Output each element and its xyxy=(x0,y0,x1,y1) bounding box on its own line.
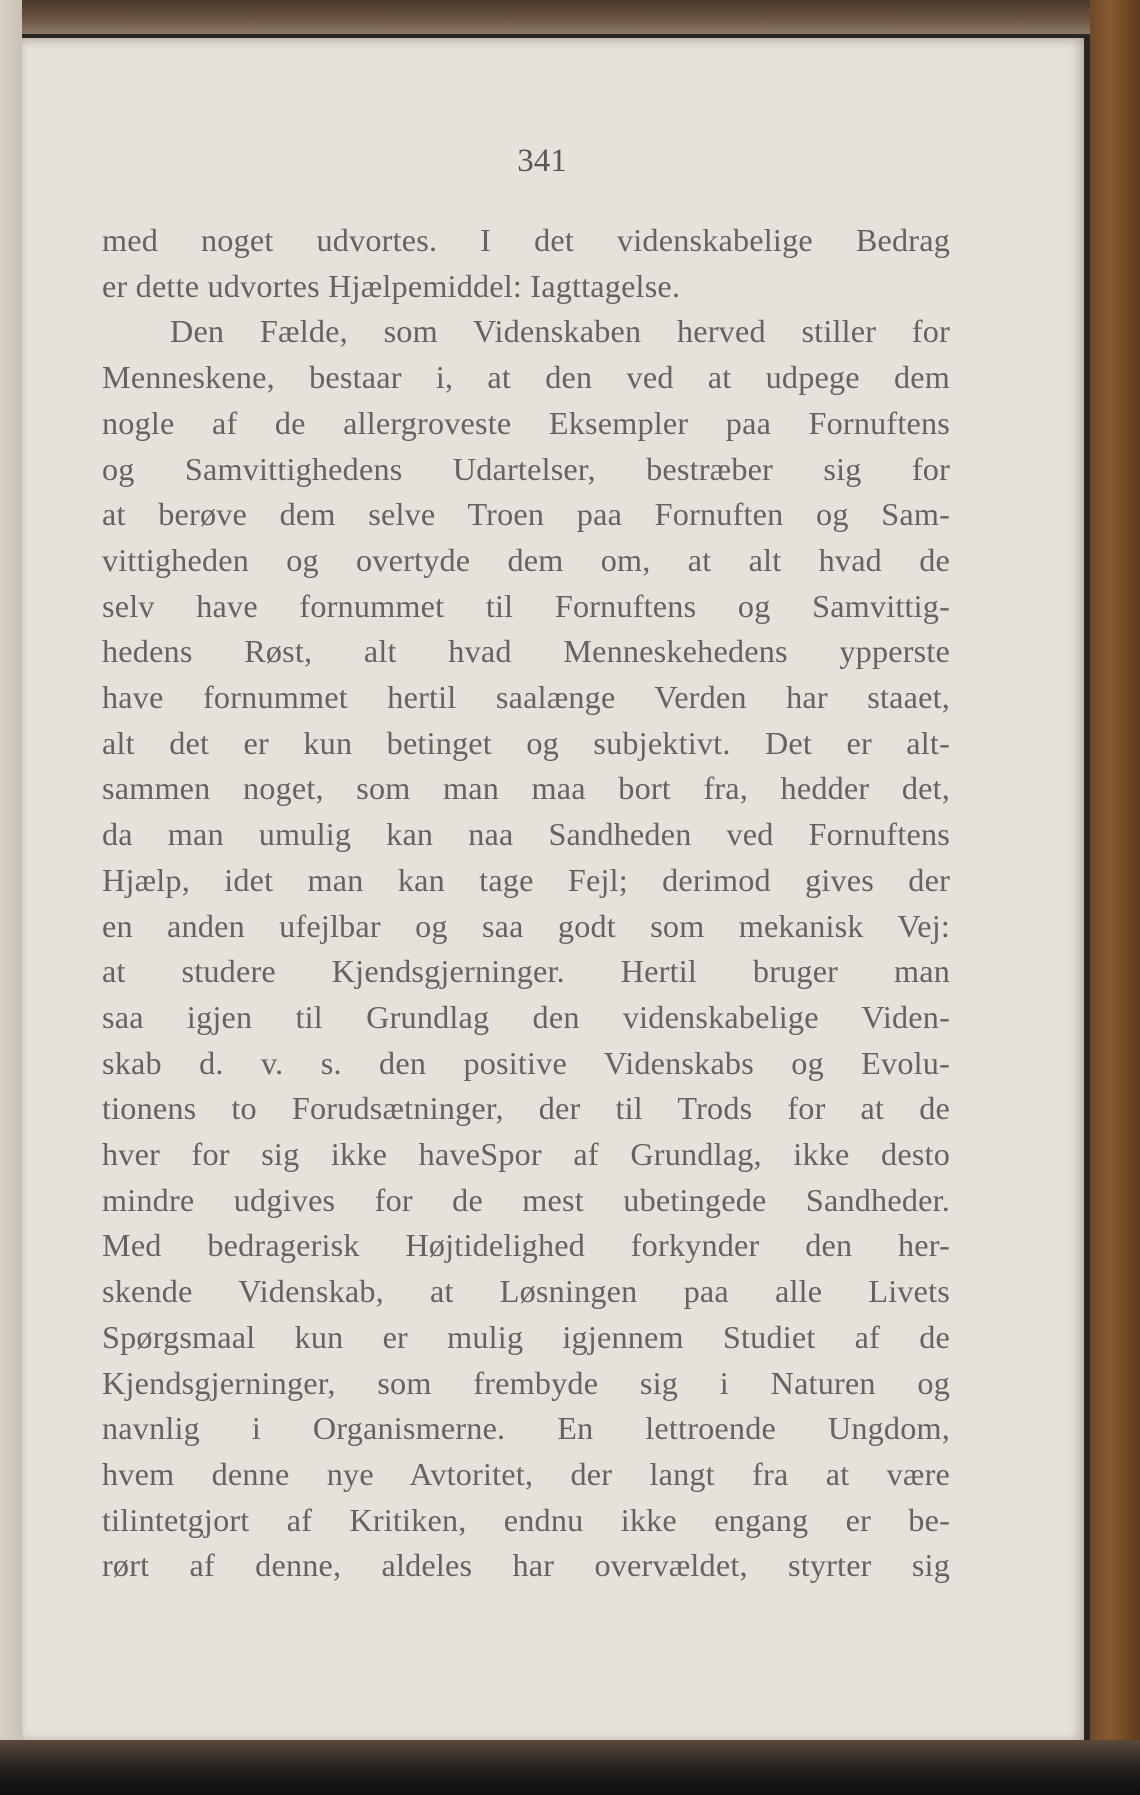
text-line: at berøve dem selve Troen paa Fornuften og Sam- xyxy=(102,496,950,533)
text-line: Den Fælde, som Videnskaben herved stiller for xyxy=(170,313,950,350)
text-line: Kjendsgjerninger, som frembyde sig i Naturen og xyxy=(102,1364,950,1401)
text-line: sammen noget, som man maa bort fra, hedder det, xyxy=(102,770,950,807)
text-line: hedens Røst, alt hvad Menneskehedens ypperste xyxy=(102,633,950,670)
text-line: tionens to Forudsætninger, der til Trods for at de xyxy=(102,1090,950,1127)
text-line: hvem denne nye Avtoritet, der langt fra at være xyxy=(102,1455,950,1492)
text-line: tilintetgjort af Kritiken, endnu ikke engang er be- xyxy=(102,1501,950,1538)
text-line: skende Videnskab, at Løsningen paa alle Livets xyxy=(102,1273,950,1310)
book-spine-edge xyxy=(1090,0,1140,1795)
text-line: saa igjen til Grundlag den videnskabelige Viden- xyxy=(102,998,950,1035)
text-line: at studere Kjendsgjerninger. Hertil bruger man xyxy=(102,953,950,990)
text-line: skab d. v. s. den positive Videnskabs og Evolu- xyxy=(102,1044,950,1081)
text-line: er dette udvortes Hjælpemiddel: Iagttagelse. xyxy=(102,267,681,304)
text-line: selv have fornummet til Fornuftens og Samvittig- xyxy=(102,587,950,624)
text-line: vittigheden og overtyde dem om, at alt hvad de xyxy=(102,541,950,578)
book-top-edge xyxy=(0,0,1140,34)
text-line: Spørgsmaal kun er mulig igjennem Studiet af de xyxy=(102,1318,950,1355)
book-left-edge xyxy=(0,0,22,1795)
text-line: med noget udvortes. I det videnskabelige Bedrag xyxy=(102,222,950,258)
book-bottom-edge xyxy=(0,1740,1140,1795)
text-line: Menneskene, bestaar i, at den ved at udpege dem xyxy=(102,359,950,396)
text-line: alt det er kun betinget og subjektivt. Det er alt- xyxy=(102,724,950,761)
page-sheet xyxy=(22,38,1084,1740)
text-line: og Samvittighedens Udartelser, bestræber sig for xyxy=(102,450,950,487)
text-line: Med bedragerisk Højtidelighed forkynder den her- xyxy=(102,1227,950,1264)
text-line: mindre udgives for de mest ubetingede Sandheder. xyxy=(102,1181,950,1218)
page-number: 341 xyxy=(517,143,567,179)
text-line: nogle af de allergroveste Eksempler paa Fornuftens xyxy=(102,404,950,441)
text-line: en anden ufejlbar og saa godt som mekanisk Vej: xyxy=(102,907,950,944)
text-line: Hjælp, idet man kan tage Fejl; derimod gives der xyxy=(102,861,950,898)
text-line: rørt af denne, aldeles har overvældet, styrter sig xyxy=(102,1547,950,1584)
text-line: da man umulig kan naa Sandheden ved Fornuftens xyxy=(102,816,950,853)
text-line: navnlig i Organismerne. En lettroende Ungdom, xyxy=(102,1410,950,1447)
text-line: hver for sig ikke haveSpor af Grundlag, ikke desto xyxy=(102,1136,950,1173)
body-text xyxy=(102,218,950,1589)
text-line: have fornummet hertil saalænge Verden har staaet, xyxy=(102,679,950,716)
